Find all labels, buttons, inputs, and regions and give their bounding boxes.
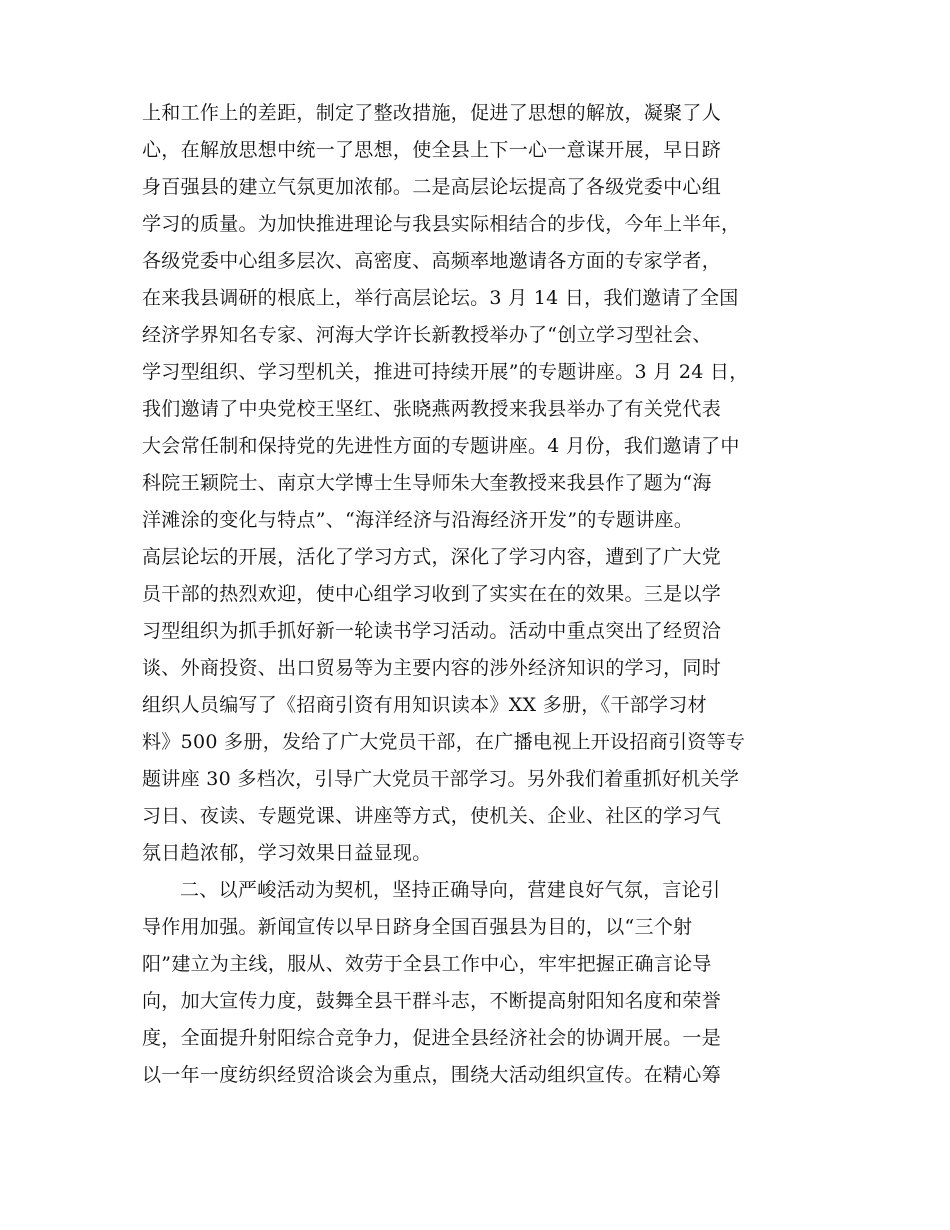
paragraph-first-line: 二、以严峻活动为契机，坚持正确导向，营建良好气氛，言论引 [180,879,721,901]
text-line: 大会常任制和保持党的先进性方面的专题讲座。4 月份，我们邀请了中 [142,435,740,457]
text-line: 在来我县调研的根底上，举行高层论坛。3 月 14 日，我们邀请了全国 [142,287,739,309]
text-line: 导作用加强。新闻宣传以早日跻身全国百强县为目的，以“三个射 [142,916,693,938]
text-line: 谈、外商投资、出口贸易等为主要内容的涉外经济知识的学习，同时 [142,657,722,679]
text-line: 各级党委中心组多层次、高密度、高频率地邀请各方面的专家学者， [142,250,722,272]
text-line: 氛日趋浓郁，学习效果日益显现。 [142,842,432,864]
text-line: 我们邀请了中央党校王坚红、张晓燕两教授来我县举办了有关党代表 [142,398,722,420]
text-line: 料》500 多册，发给了广大党员干部，在广播电视上开设招商引资等专 [142,731,746,753]
text-line: 习型组织为抓手抓好新一轮读书学习活动。活动中重点突出了经贸洽 [142,620,722,642]
text-line: 题讲座 30 多档次，引导广大党员干部学习。另外我们着重抓好机关学 [142,768,740,790]
text-line: 向，加大宣传力度，鼓舞全县干群斗志，不断提高射阳知名度和荣誉 [142,990,722,1012]
text-line: 组织人员编写了《招商引资有用知识读本》XX 多册，《干部学习材 [142,694,707,716]
text-line: 洋滩涂的变化与特点”、“海洋经济与沿海经济开发”的专题讲座。 [142,509,694,531]
text-line: 心，在解放思想中统一了思想，使全县上下一心一意谋开展，早日跻 [142,139,722,161]
text-line: 科院王颖院士、南京大学博士生导师朱大奎教授来我县作了题为“海 [142,472,712,494]
text-line: 员干部的热烈欢迎，使中心组学习收到了实实在在的效果。三是以学 [142,583,722,605]
text-line: 身百强县的建立气氛更加浓郁。二是高层论坛提高了各级党委中心组 [142,176,722,198]
text-line: 高层论坛的开展，活化了学习方式，深化了学习内容，遭到了广大党 [142,546,722,568]
text-line: 经济学界知名专家、河海大学许长新教授举办了“创立学习型社会、 [142,324,712,346]
text-line: 度，全面提升射阳综合竞争力，促进全县经济社会的协调开展。一是 [142,1027,722,1049]
text-line: 学习的质量。为加快推进理论与我县实际相结合的步伐，今年上半年， [142,213,741,235]
text-line: 学习型组织、学习型机关，推进可持续开展”的专题讲座。3 月 24 日， [142,361,749,383]
text-line: 以一年一度纺织经贸洽谈会为重点，围绕大活动组织宣传。在精心筹 [142,1064,722,1086]
text-line: 上和工作上的差距，制定了整改措施，促进了思想的解放，凝聚了人 [142,102,722,124]
text-line: 阳”建立为主线，服从、效劳于全县工作中心，牢牢把握正确言论导 [142,953,712,975]
text-line: 习日、夜读、专题党课、讲座等方式，使机关、企业、社区的学习气 [142,805,722,827]
